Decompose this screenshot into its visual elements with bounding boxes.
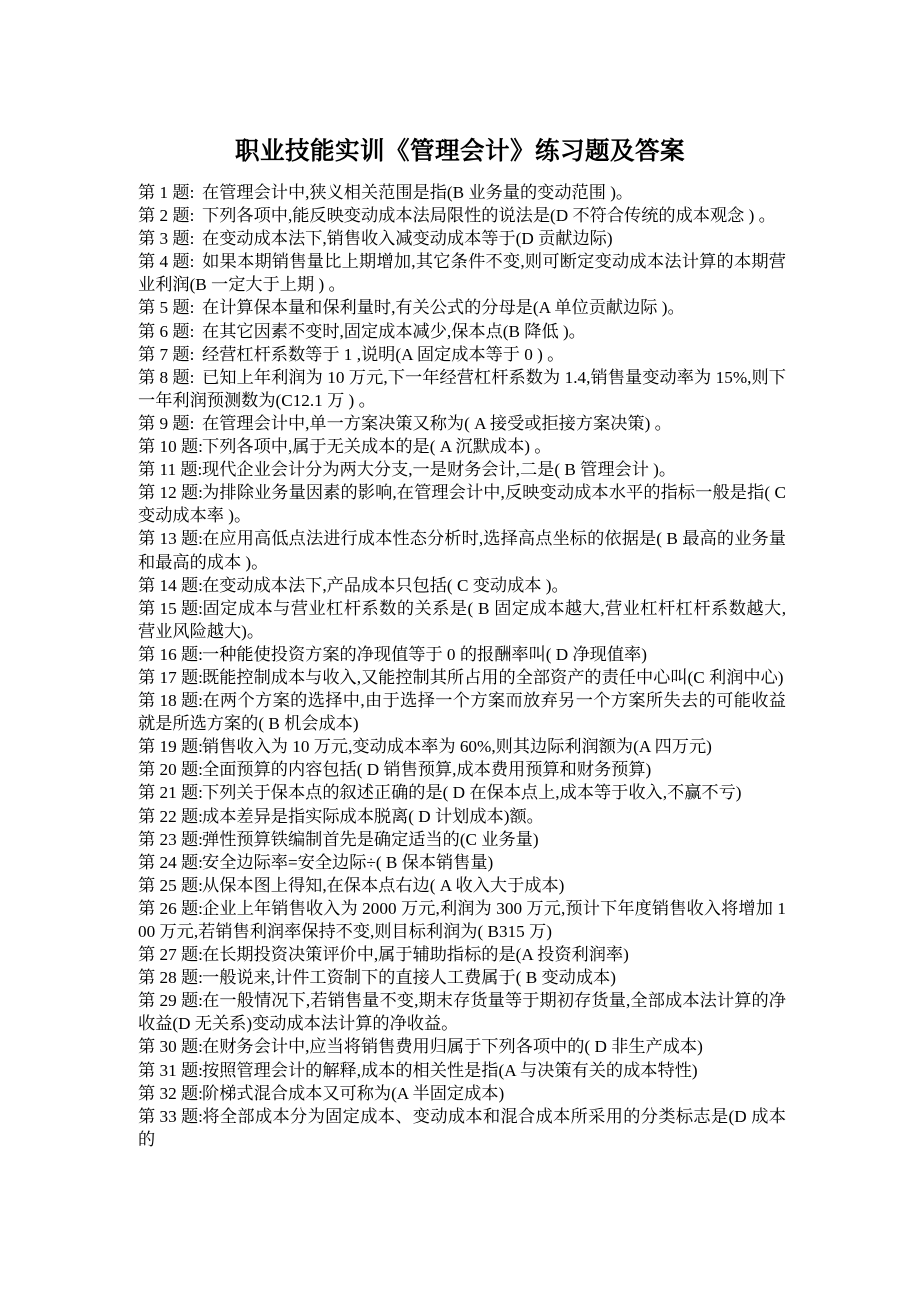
question-number: 第 10 题: [138,437,203,457]
question-number: 第 28 题: [138,968,203,988]
question-number: 第 12 题: [138,483,203,503]
question-item [138,943,786,966]
question-number: 第 1 题: [138,183,195,202]
question-text: 在管理会计中,单一方案决策又称为( A 接受或拒接方案决策) 。 [202,413,672,433]
question-text: 从保本图上得知,在保本点右边( A 收入大于成本) [202,875,565,895]
question-item [138,805,786,828]
question-number: 第 29 题: [138,991,203,1011]
question-text: 经营杠杆系数等于 1 ,说明(A 固定成本等于 0 ) 。 [202,344,565,364]
question-text: 下列各项中,属于无关成本的是( A 沉默成本) 。 [202,437,552,457]
question-number: 第 24 题: [138,852,203,872]
question-item [138,296,786,319]
question-text: 按照管理会计的解释,成本的相关性是指(A 与决策有关的成本特性) [202,1060,698,1080]
question-number: 第 27 题: [138,945,203,965]
question-item [138,643,786,666]
question-item [138,1059,786,1082]
question-text: 全面预算的内容包括( D 销售预算,成本费用预算和财务预算) [202,760,652,780]
question-number: 第 17 题: [138,667,203,687]
question-item [138,966,786,989]
question-number: 第 18 题: [138,691,203,711]
question-item [138,343,786,366]
question-text: 弹性预算铁编制首先是确定适当的(C 业务量) [202,829,539,849]
question-number: 第 9 题: [138,413,195,433]
question-number: 第 32 题: [138,1083,203,1103]
question-item [138,897,786,943]
question-item [138,666,786,689]
question-text: 一种能使投资方案的净现值等于 0 的报酬率叫( D 净现值率) [202,644,647,664]
question-item [138,689,786,735]
question-text: 在计算保本量和保利量时,有关公式的分母是(A 单位贡献边际 )。 [202,298,685,318]
question-number: 第 15 题: [138,598,203,618]
question-item [138,574,786,597]
question-item [138,758,786,781]
question-item [138,735,786,758]
question-text: 在应用高低点法进行成本性态分析时,选择高点坐标的依据是( B 最高的业务量和最高的成本 )。 [138,529,786,572]
question-number: 第 8 题: [138,367,195,387]
question-item [138,481,786,527]
question-item [138,781,786,804]
question-text: 一般说来,计件工资制下的直接人工费属于( B 变动成本) [202,968,616,988]
question-text: 在管理会计中,狭义相关范围是指(B 业务量的变动范围 )。 [202,183,634,202]
question-text: 在财务会计中,应当将销售费用归属于下列各项中的( D 非生产成本) [202,1037,703,1057]
question-number: 第 19 题: [138,737,203,757]
question-item [138,204,786,227]
question-number: 第 33 题: [138,1106,203,1126]
question-text: 在两个方案的选择中,由于选择一个方案而放弃另一个方案所失去的可能收益就是所选方案的( B 机会成本) [138,691,786,734]
question-number: 第 21 题: [138,783,203,803]
question-number: 第 3 题: [138,229,195,249]
question-text: 固定成本与营业杠杆系数的关系是( B 固定成本越大,营业杠杆杠杆系数越大,营业风险越大)。 [138,598,786,641]
question-number: 第 13 题: [138,529,203,549]
question-text: 已知上年利润为 10 万元,下一年经营杠杆系数为 1.4,销售量变动率为 15%,则下一年利润预测数为(C12.1 万 ) 。 [138,367,786,410]
question-number: 第 16 题: [138,644,203,664]
question-item [138,1082,786,1105]
question-text: 在长期投资决策评价中,属于辅助指标的是(A 投资利润率) [202,945,629,965]
question-item [138,828,786,851]
question-text: 在变动成本法下,产品成本只包括( C 变动成本 )。 [202,575,569,595]
question-text: 现代企业会计分为两大分支,一是财务会计,二是( B 管理会计 )。 [202,460,677,480]
question-text: 在一般情况下,若销售量不变,期末存货量等于期初存货量,全部成本法计算的净收益(D 无关系)变动成本法计算的净收益。 [138,991,786,1034]
question-text: 在其它因素不变时,固定成本减少,保本点(B 降低 )。 [202,321,586,341]
question-number: 第 14 题: [138,575,203,595]
question-number: 第 30 题: [138,1037,203,1057]
question-item [138,1105,786,1151]
question-item [138,851,786,874]
question-item [138,366,786,412]
question-text: 成本差异是指实际成本脱离( D 计划成本)额。 [202,806,544,826]
question-number: 第 22 题: [138,806,203,826]
question-item [138,989,786,1035]
question-number: 第 31 题: [138,1060,203,1080]
question-number: 第 23 题: [138,829,203,849]
question-text: 将全部成本分为固定成本、变动成本和混合成本所采用的分类标志是(D 成本的 [138,1106,786,1149]
question-number: 第 4 题: [138,252,195,272]
question-text: 如果本期销售量比上期增加,其它条件不变,则可断定变动成本法计算的本期营业利润(B 一定大于上期 ) 。 [138,252,786,295]
question-item [138,435,786,458]
question-item [138,458,786,481]
question-item [138,320,786,343]
question-text: 销售收入为 10 万元,变动成本率为 60%,则其边际利润额为(A 四万元) [202,737,712,757]
question-item [138,527,786,573]
question-text: 下列关于保本点的叙述正确的是( D 在保本点上,成本等于收入,不赢不亏) [202,783,742,803]
question-text: 下列各项中,能反映变动成本法局限性的说法是(D 不符合传统的成本观念 ) 。 [202,206,776,226]
question-number: 第 26 题: [138,898,203,918]
question-item [138,250,786,296]
question-number: 第 20 题: [138,760,203,780]
question-item [138,181,786,204]
question-item [138,597,786,643]
question-text: 既能控制成本与收入,又能控制其所占用的全部资产的责任中心叫(C 利润中心) [202,667,784,687]
question-number: 第 6 题: [138,321,195,341]
question-text: 企业上年销售收入为 2000 万元,利润为 300 万元,预计下年度销售收入将增加 100 万元,若销售利润率保持不变,则目标利润为( B315 万) [138,898,786,941]
question-number: 第 25 题: [138,875,203,895]
question-number: 第 2 题: [138,206,195,226]
question-number: 第 11 题: [138,460,203,480]
question-text: 安全边际率=安全边际÷( B 保本销售量) [202,852,494,872]
question-item [138,412,786,435]
question-text: 为排除业务量因素的影响,在管理会计中,反映变动成本水平的指标一般是指( C 变动成本率 )。 [138,483,786,526]
question-item [138,227,786,250]
question-text: 阶梯式混合成本又可称为(A 半固定成本) [202,1083,505,1103]
page-title: 职业技能实训《管理会计》练习题及答案 [235,136,685,166]
question-number: 第 7 题: [138,344,195,364]
question-text: 在变动成本法下,销售收入减变动成本等于(D 贡献边际) [202,229,613,249]
question-list [138,181,786,1151]
question-number: 第 5 题: [138,298,195,318]
question-item [138,874,786,897]
question-item [138,1035,786,1058]
